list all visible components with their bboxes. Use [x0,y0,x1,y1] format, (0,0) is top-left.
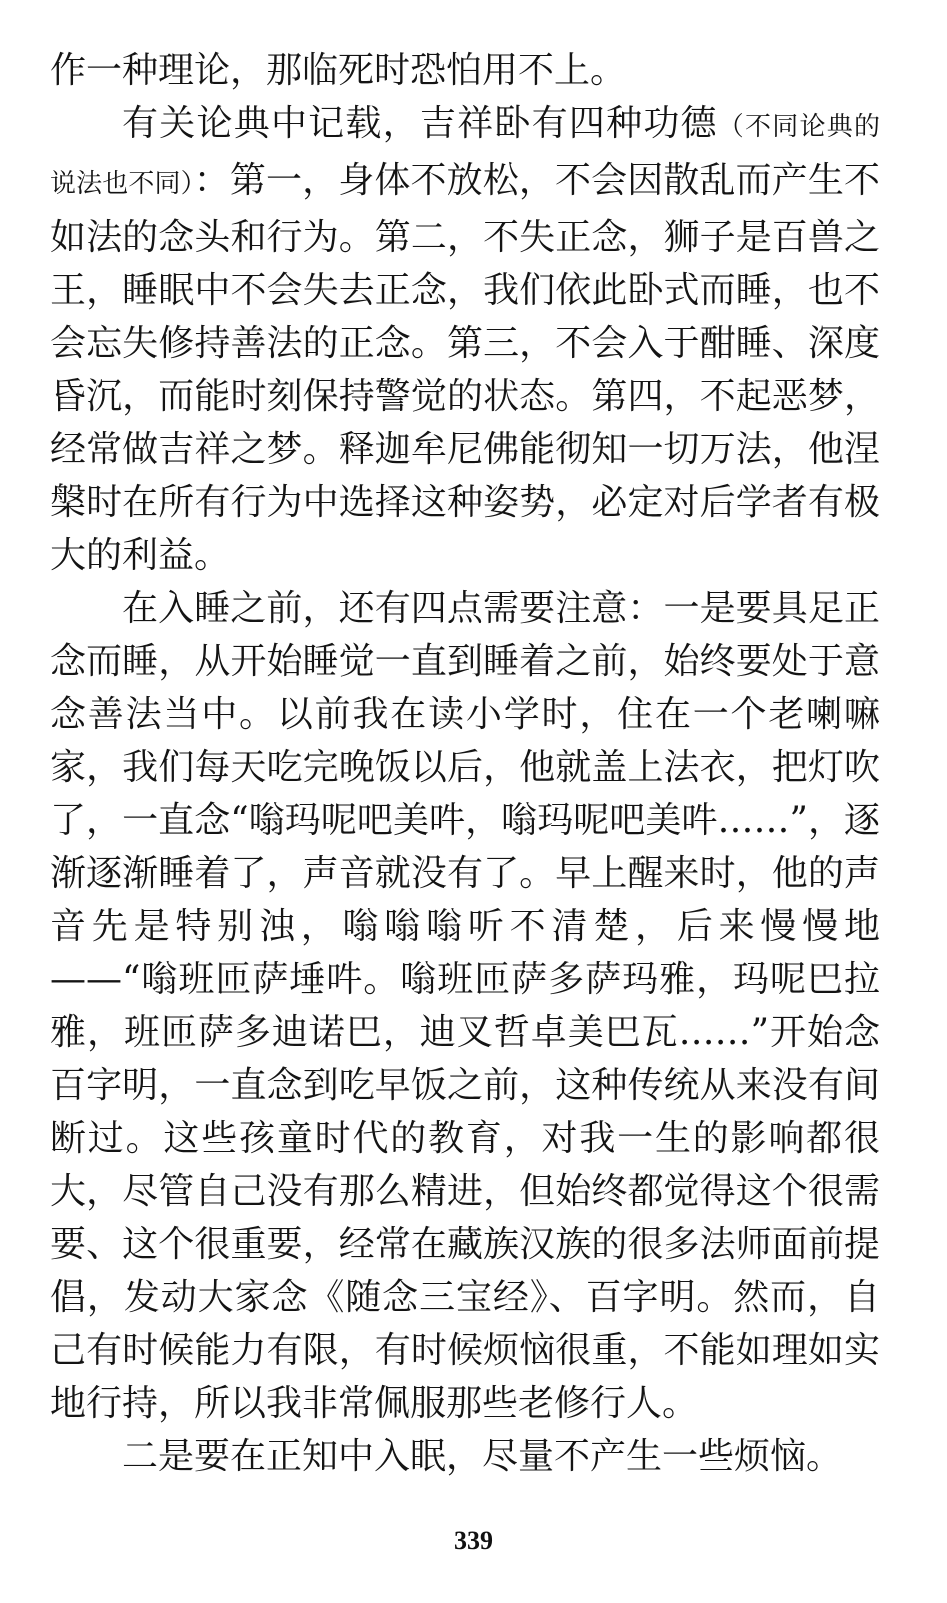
paragraph-2-text-end: ：第一，身体不放松，不会因散乱而产生不如法的念头和行为。第二，不失正念，狮子是百兽之王，睡眠中不会失去正念，我们依此卧式而睡，也不会忘失修持善法的正念。第三，不会入于酣睡、深度昏沉，而能时刻保持警觉的状态。第四，不起恶梦，经常做吉祥之梦。释迦牟尼佛能彻知一切万法，他涅槃时在所有行为中选择这种姿势，必定对后学者有极大的利益。 [50,160,880,576]
paragraph-2-text-start: 有关论典中记载，吉祥卧有四种功德 [122,103,718,144]
paragraph-1: 作一种理论，那临死时恐怕用不上。 [50,50,627,91]
paragraph-3: 在入睡之前，还有四点需要注意：一是要具足正念而睡，从开始睡觉一直到睡着之前，始终要处于意念善法当中。以前我在读小学时，住在一个老喇嘛家，我们每天吃完晚饭以后，他就盖上法衣，把灯吹了，一直念“嗡玛呢吧美吽，嗡玛呢吧美吽……”，逐渐逐渐睡着了，声音就没有了。早上醒来时，他的声音先是特别浊，嗡嗡嗡听不清楚，后来慢慢地——“嗡班匝萨埵吽。嗡班匝萨多萨玛雅，玛呢巴拉雅，班匝萨多迪诺巴，迪叉哲卓美巴瓦……”开始念百字明，一直念到吃早饭之前，这种传统从来没有间断过。这些孩童时代的教育，对我一生的影响都很大，尽管自己没有那么精进，但始终都觉得这个很需要、这个很重要，经常在藏族汉族的很多法师面前提倡，发动大家念《随念三宝经》、百字明。然而，自己有时候能力有限，有时候烦恼很重，不能如理如实地行持，所以我非常佩服那些老修行人。 [50,588,880,1424]
page-number: 339 [454,1526,493,1555]
page-body [50,44,880,1483]
paragraph-2 [50,97,880,582]
paragraph-2-note: （不同论典的说法也不同） [50,112,880,199]
paragraph-4: 二是要在正知中入眠，尽量不产生一些烦恼。 [122,1436,843,1477]
